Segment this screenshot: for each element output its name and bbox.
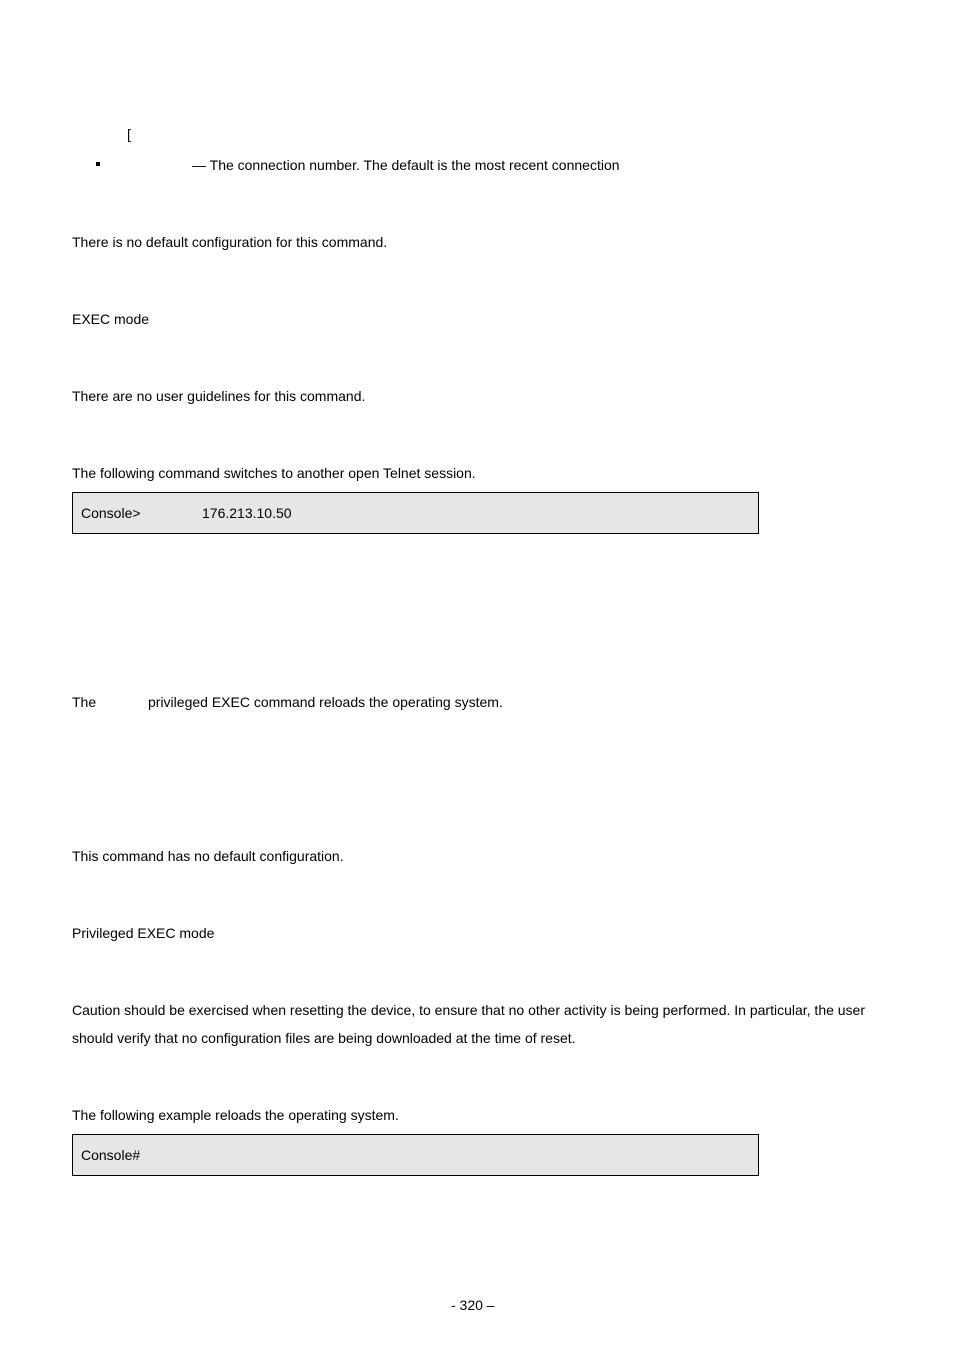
- parameter-description: — The connection number. The default is the most recent connection: [192, 157, 620, 173]
- reload-intro-description: privileged EXEC command reloads the operating system.: [148, 694, 503, 710]
- page-number: - 320 –: [451, 1297, 495, 1313]
- reload-command-mode: Privileged EXEC mode: [72, 925, 215, 941]
- syntax-bracket: [: [127, 126, 131, 142]
- reload-example-intro: The following example reloads the operating system.: [72, 1107, 399, 1123]
- resume-example-intro: The following command switches to another open Telnet session.: [72, 465, 476, 481]
- resume-command-mode: EXEC mode: [72, 311, 150, 327]
- resume-default-configuration: There is no default configuration for this command.: [72, 234, 388, 250]
- resume-example-code-box: [72, 492, 759, 534]
- bullet-square-icon: [96, 162, 100, 166]
- resume-example-argument: 176.213.10.50: [202, 505, 292, 521]
- reload-user-guidelines: Caution should be exercised when resetting the device, to ensure that no other activity is being performed. In particular, the user should verify that no configuration files are being downloaded at the time of reset.: [72, 1002, 866, 1046]
- reload-default-configuration: This command has no default configuration.: [72, 848, 344, 864]
- resume-user-guidelines: There are no user guidelines for this command.: [72, 388, 366, 404]
- reload-example-prompt: Console#: [81, 1147, 141, 1163]
- resume-example-prompt: Console>: [81, 505, 141, 521]
- reload-example-code-box: [72, 1134, 759, 1176]
- reload-intro-the: The: [72, 694, 97, 710]
